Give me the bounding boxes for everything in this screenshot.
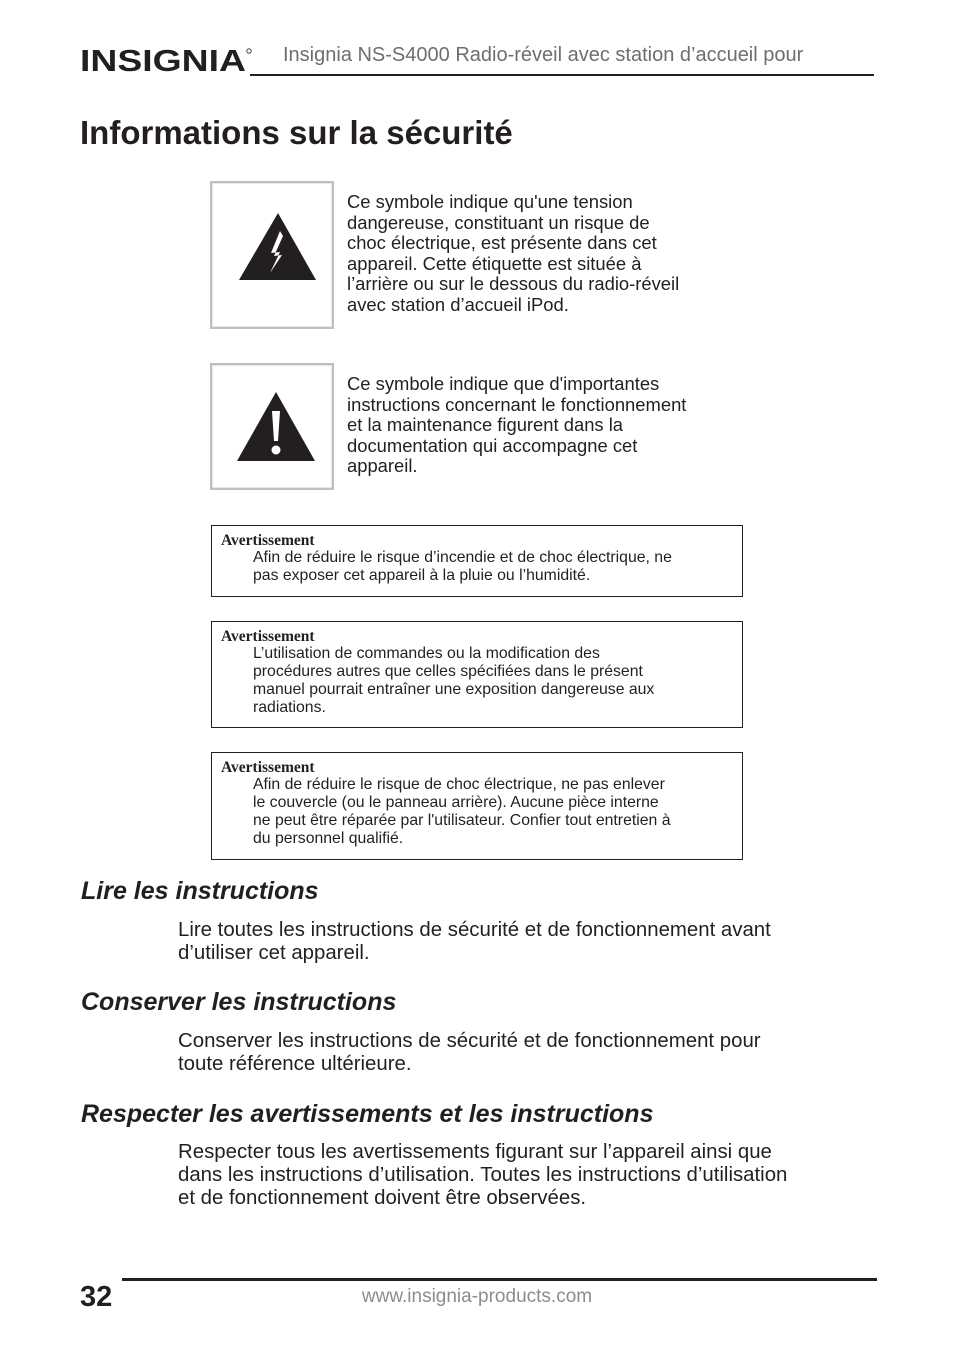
exclamation-warning-icon: [212, 365, 336, 492]
text-line: radiations.: [253, 699, 326, 716]
footer-website-url: www.insignia-products.com: [361, 1286, 593, 1307]
text-line: L’utilisation de commandes ou la modification des: [253, 645, 600, 662]
section-body-heed-warnings: [178, 1141, 787, 1210]
warning-box-radiation: [211, 621, 743, 728]
warning-title: Avertissement: [221, 759, 315, 776]
section-heading-keep-instructions: Conserver les instructions: [81, 988, 397, 1016]
text-line: Ce symbole indique que d'importantes: [347, 373, 660, 394]
text-line: appareil.: [347, 455, 418, 477]
text-line: Lire toutes les instructions de sécurité et de fonctionnement avant: [178, 919, 771, 941]
text-line: Conserver les instructions de sécurité et de fonctionnement pour: [178, 1030, 761, 1052]
text-line: et de fonctionnement doivent être observées.: [178, 1187, 587, 1209]
text-line: et la maintenance figurent dans la: [347, 414, 624, 436]
text-line: procédures autres que celles spécifiées dans le présent: [253, 663, 643, 680]
warning-box-fire: [211, 525, 743, 597]
section-heading-read-instructions: Lire les instructions: [81, 877, 319, 905]
text-line: ne peut être réparée par l'utilisateur. Confier tout entretien à: [253, 812, 671, 829]
text-line: l’arrière ou sur le dessous du radio-réveil: [347, 273, 680, 295]
text-line: Ce symbole indique qu'une tension: [347, 191, 633, 212]
page-title: Informations sur la sécurité: [80, 114, 513, 151]
warning-text: [253, 549, 672, 585]
text-line: dangereuse, constituant un risque de: [347, 211, 650, 233]
text-line: Afin de réduire le risque de choc électrique, ne pas enlever: [253, 776, 665, 793]
warning-title: Avertissement: [221, 532, 315, 549]
page-number: 32: [80, 1281, 113, 1313]
text-line: pas exposer cet appareil à la pluie ou l’humidité.: [253, 567, 591, 584]
footer-divider: [122, 1278, 877, 1281]
electric-shock-symbol-box: [210, 181, 334, 329]
text-line: choc électrique, est présente dans cet: [347, 232, 657, 254]
insignia-logo: [80, 40, 252, 84]
header-divider: [250, 74, 874, 76]
text-line: documentation qui accompagne cet: [347, 434, 638, 456]
electric-shock-symbol-description: [347, 192, 679, 316]
text-line: Afin de réduire le risque d’incendie et de choc électrique, ne: [253, 549, 672, 566]
text-line: Respecter tous les avertissements figurant sur l’appareil ainsi que: [178, 1141, 772, 1163]
text-line: instructions concernant le fonctionnement: [347, 393, 687, 415]
warning-title: Avertissement: [221, 628, 315, 645]
section-body-read-instructions: [178, 919, 771, 965]
document-header-title: Insignia NS-S4000 Radio-réveil avec station d’accueil pour: [283, 44, 804, 66]
warning-box-electric-shock: [211, 752, 743, 860]
text-line: manuel pourrait entraîner une exposition dangereuse aux: [253, 681, 655, 698]
text-line: du personnel qualifié.: [253, 830, 404, 847]
warning-text: [253, 776, 671, 848]
text-line: toute référence ultérieure.: [178, 1053, 412, 1075]
text-line: d’utiliser cet appareil.: [178, 942, 370, 964]
electric-shock-warning-icon: [212, 183, 336, 331]
section-heading-heed-warnings: Respecter les avertissements et les instructions: [81, 1100, 654, 1128]
text-line: le couvercle (ou le panneau arrière). Aucune pièce interne: [253, 794, 659, 811]
caution-symbol-box: [210, 363, 334, 490]
text-line: appareil. Cette étiquette est située à: [347, 252, 642, 274]
svg-text:INSIGNIA: INSIGNIA: [80, 43, 246, 78]
section-body-keep-instructions: [178, 1030, 761, 1076]
warning-text: [253, 645, 654, 717]
text-line: avec station d’accueil iPod.: [347, 293, 569, 315]
caution-symbol-description: [347, 374, 686, 477]
text-line: dans les instructions d’utilisation. Toutes les instructions d’utilisation: [178, 1164, 788, 1186]
